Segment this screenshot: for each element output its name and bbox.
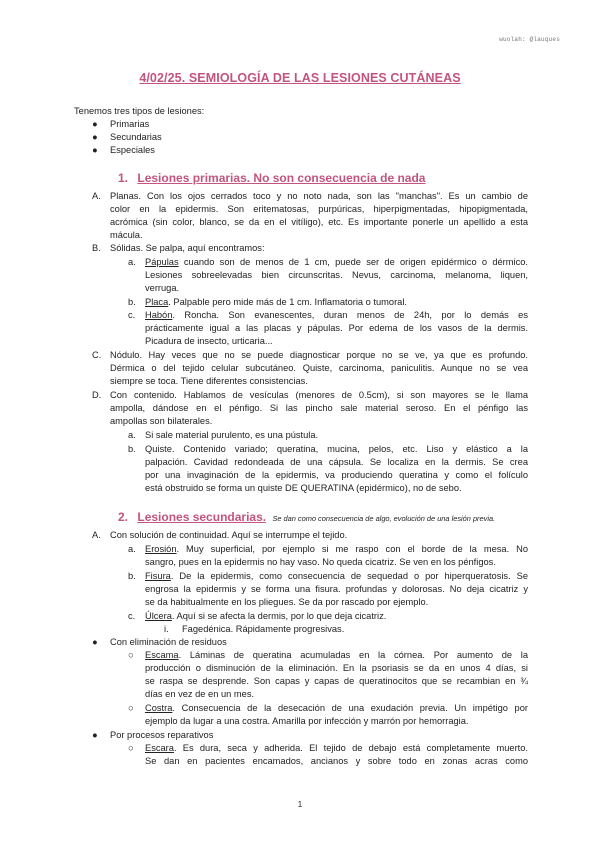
paragraph-line: color en la epidermis. Son eritematosas, purpúricas, hiperpigmentadas, hipopigmentada, — [110, 204, 528, 214]
bullet-icon: ● — [92, 730, 98, 740]
list-marker: c. — [128, 310, 136, 320]
list-marker: c. — [128, 611, 136, 621]
paragraph-line — [145, 702, 528, 715]
paragraph-line: ampolla, dándose en el pénfigo. Si las pincho sale material seroso. En el pénfigo las — [110, 403, 528, 413]
paragraph-line — [145, 610, 386, 623]
page-number: 1 — [297, 800, 303, 809]
paragraph-line — [145, 543, 528, 556]
term-definition: . Consecuencia de la desecación de una exudación previa. Un impétigo por — [172, 703, 528, 713]
paragraph-line — [145, 742, 528, 755]
paragraph-line — [145, 256, 528, 269]
paragraph-line: Planas. Con los ojos cerrados toco y no noto nada, son las "manchas". Es un cambio de — [110, 191, 528, 201]
section-title: Lesiones primarias. No son consecuencia de nada — [137, 171, 426, 185]
paragraph-line: engrosa la epidermis y se forma una fisura. profundas y dolorosas. No deja cicatriz y — [145, 584, 528, 594]
term-definition: . Roncha. Son evanescentes, duran menos de 24h, por lo demás es — [172, 310, 528, 320]
intro-item: Primarias — [110, 119, 150, 129]
term-definition: . Láminas de queratina acumuladas en la córnea. Por aumento de la — [178, 650, 528, 660]
list-marker: a. — [128, 257, 136, 267]
paragraph-line: ejemplo da lugar a una costra. Amarilla por infección y marrón por hemorragia. — [145, 716, 469, 726]
paragraph-line: Se dan en pacientes encamados, ancianos y sobre todo en zonas acras como — [145, 756, 528, 766]
paragraph-line — [145, 309, 528, 322]
paragraph-line: Nódulo. Hay veces que no se puede diagnosticar porque no se ve, ya que es profundo. — [110, 350, 528, 360]
list-marker: B. — [92, 243, 101, 253]
term-papulas: Pápulas — [145, 257, 179, 267]
term-definition: . Palpable pero mide más de 1 cm. Inflamatoria o tumoral. — [168, 297, 407, 307]
bullet-icon: ● — [92, 132, 98, 142]
paragraph-line: Fagedénica. Rápidamente progresivas. — [182, 624, 345, 634]
paragraph-line: mácula. — [110, 230, 143, 240]
list-marker: a. — [128, 430, 136, 440]
paragraph-line: Lesiones sobreelevadas bien circunscritas. Nevus, carcinoma, melanoma, liquen, — [145, 270, 528, 280]
intro-item: Especiales — [110, 145, 155, 155]
term-placa: Placa — [145, 297, 169, 307]
bullet-icon: ● — [92, 119, 98, 129]
section-number: 1. — [118, 171, 129, 185]
paragraph-line: siempre se toca. Tiene diferentes consistencias. — [110, 376, 308, 386]
paragraph-line: acrómica (sin color, blanco, se da en el vitíligo), etc. Es importante ponerle un apellido a esta — [110, 217, 528, 227]
intro-text: Tenemos tres tipos de lesiones: — [74, 106, 205, 116]
paragraph-line: palpación. Cavidad redondeada de una cápsula. Se localiza en la dermis. Se crea — [145, 457, 528, 467]
paragraph-line: se raspa se desprende. Son capas y capas de queratinocitos que se recambian en ¾ — [145, 676, 528, 686]
paragraph-line: Con contenido. Hablamos de vesículas (menores de 0.5cm), si son mayores se le llama — [110, 390, 528, 400]
paragraph-line: Por procesos reparativos — [110, 730, 214, 740]
term-ulcera: Úlcera — [145, 611, 172, 621]
term-erosion: Erosión — [145, 544, 177, 554]
paragraph-line: Picadura de insecto, urticaria... — [145, 336, 273, 346]
list-marker: i. — [164, 624, 169, 634]
paragraph-line: Si sale material purulento, es una pústula. — [145, 430, 319, 440]
paragraph-line: prácticamente igual a las placas y pápulas. Por edema de los vasos de la dermis. — [145, 323, 528, 333]
list-marker: a. — [128, 544, 136, 554]
watermark: wuolah: @lauques — [499, 36, 560, 43]
section-title: Lesiones secundarias. — [137, 510, 267, 524]
paragraph-line: se da habitualmente en los pliegues. Se da por rascado por ejemplo. — [145, 597, 429, 607]
paragraph-line — [145, 570, 528, 583]
term-definition: cuando son de menos de 1 cm, puede ser de origen epidérmico o dérmico. — [178, 257, 528, 267]
paragraph-line: Con solución de continuidad. Aquí se interrumpe el tejido. — [110, 530, 348, 540]
paragraph-line — [145, 649, 528, 662]
term-habon: Habón — [145, 310, 173, 320]
term-escara: Escara — [145, 743, 174, 753]
paragraph-line: producción o disminución de la eliminación. En la psoriasis se da en unos 4 días, si — [145, 663, 528, 673]
paragraph-line: Sólidas. Se palpa, aquí encontramos: — [110, 243, 265, 253]
section-heading-secondary — [118, 511, 495, 526]
circle-bullet-icon: ○ — [128, 743, 134, 753]
list-marker: A. — [92, 191, 101, 201]
circle-bullet-icon: ○ — [128, 703, 134, 713]
list-marker: b. — [128, 571, 136, 581]
paragraph-line: días en vez de en un mes. — [145, 689, 255, 699]
paragraph-line: está obstruido se forma un quiste DE QUERATINA (epidérmico), no de sebo. — [145, 483, 462, 493]
term-fisura: Fisura — [145, 571, 171, 581]
paragraph-line: verruga. — [145, 283, 180, 293]
term-definition: . Muy superficial, por ejemplo si me raspo con el borde de la mesa. No — [176, 544, 528, 554]
intro-item: Secundarias — [110, 132, 162, 142]
section-number: 2. — [118, 510, 129, 524]
paragraph-line: Dérmica o del tejido celular subcutáneo. Quiste, carcinoma, paniculitis. Aunque no se vea — [110, 363, 528, 373]
term-definition: . Aquí si se afecta la dermis, por lo que deja cicatriz. — [171, 611, 387, 621]
section-heading-primary — [118, 172, 425, 185]
term-definition: . Es dura, seca y adherida. El tejido de debajo está completamente muerto. — [173, 743, 528, 753]
term-definition: . De la epidermis, como consecuencia de sequedad o por hiperqueratosis. Se — [170, 571, 528, 581]
paragraph-line — [145, 296, 407, 309]
list-marker: D. — [92, 390, 102, 400]
list-marker: b. — [128, 444, 136, 454]
list-marker: C. — [92, 350, 102, 360]
bullet-icon: ● — [92, 637, 98, 647]
list-marker: b. — [128, 297, 136, 307]
section-note: Se dan como consecuencia de algo, evolución de una lesión previa. — [272, 514, 496, 523]
paragraph-line: Quiste. Contenido variado; queratina, mucina, pelos, etc. Liso y elástico a la — [145, 444, 528, 454]
bullet-icon: ● — [92, 145, 98, 155]
paragraph-line: ampollas son bilaterales. — [110, 416, 213, 426]
term-costra: Costra — [145, 703, 173, 713]
page-title: 4/02/25. SEMIOLOGÍA DE LAS LESIONES CUTÁNEAS — [139, 71, 461, 85]
circle-bullet-icon: ○ — [128, 650, 134, 660]
paragraph-line: por una invaginación de la epidermis, va produciendo queratina y como el folículo — [145, 470, 528, 480]
term-escama: Escama — [145, 650, 179, 660]
list-marker: A. — [92, 530, 101, 540]
paragraph-line: sangro, pues en la epidermis no hay vaso. No queda cicatriz. Se ven en los pénfigos. — [145, 557, 496, 567]
paragraph-line: Con eliminación de residuos — [110, 637, 227, 647]
